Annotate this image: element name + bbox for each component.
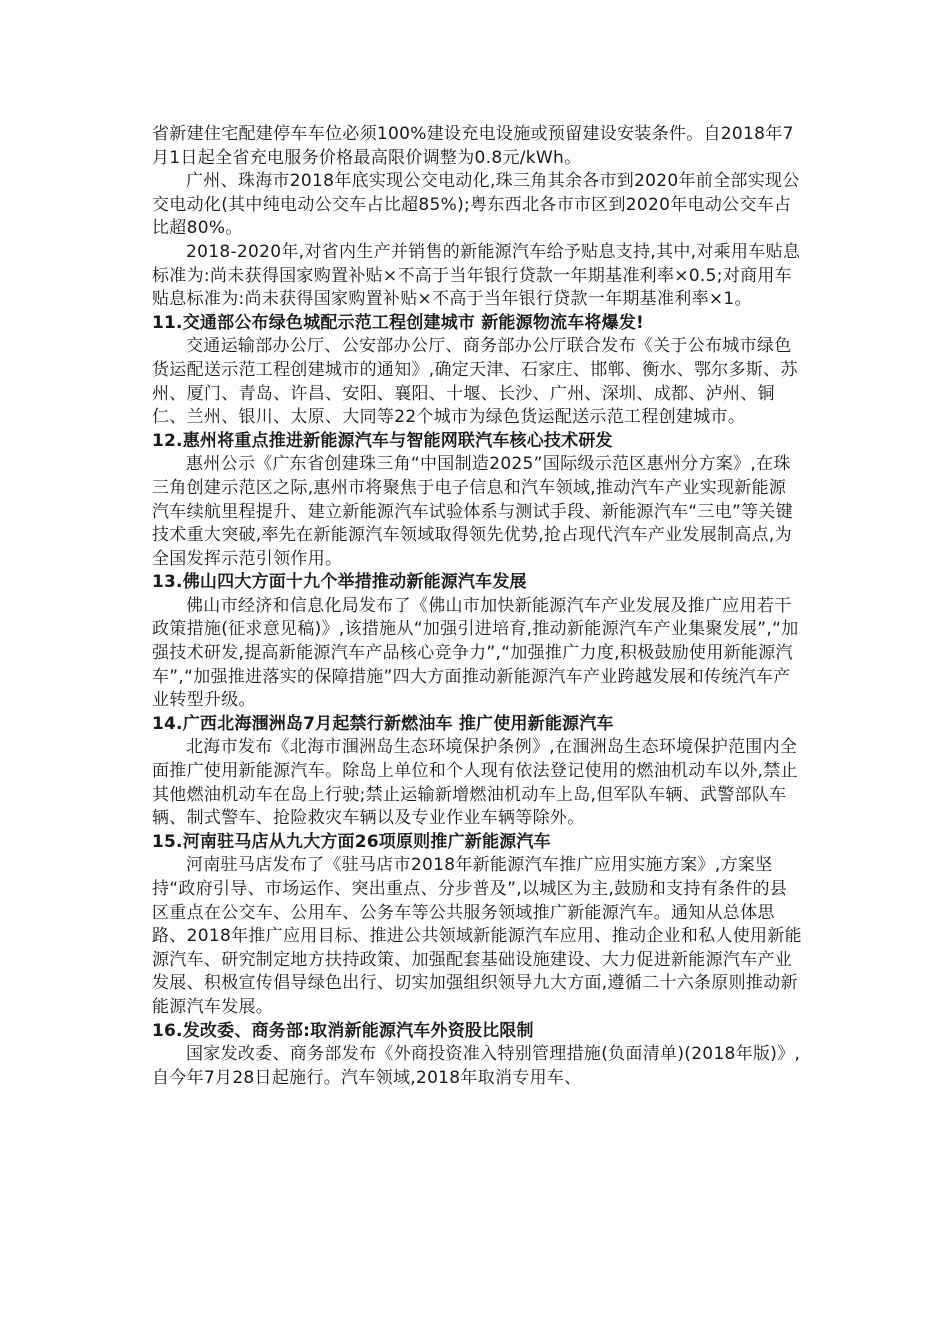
paragraph: 广州、珠海市2018年底实现公交电动化,珠三角其余各市到2020年前全部实现公交电动化(其中纯电动公交车占比超85%);粤东西北各市市区到2020年电动公交车占比超80%。: [152, 171, 800, 239]
section-heading-11: 11.交通部公布绿色城配示范工程创建城市 新能源物流车将爆发!: [152, 312, 644, 333]
paragraph: 国家发改委、商务部发布《外商投资准入特别管理措施(负面清单)(2018年版)》,自今年7月28日起施行。汽车领域,2018年取消专用车、: [152, 1044, 801, 1088]
paragraph: 惠州公示《广东省创建珠三角“中国制造2025”国际级示范区惠州分方案》,在珠三角创建示范区之际,惠州市将聚焦于电子信息和汽车领域,推动汽车产业实现新能源汽车续航里程提升、建立新能源汽车试验体系与测试手段、新能源汽车“三电”等关键技术重大突破,率先在新能源汽车领域取得领先优势,抢占现代汽车产业发展制高点,为全国发挥示范引领作用。: [152, 454, 794, 569]
paragraph: 省新建住宅配建停车车位必须100%建设充电设施或预留建设安装条件。自2018年7月1日起全省充电服务价格最高限价调整为0.8元/kWh。: [152, 124, 794, 168]
paragraph: 交通运输部办公厅、公安部办公厅、商务部办公厅联合发布《关于公布城市绿色货运配送示范工程创建城市的通知》,确定天津、石家庄、邯郸、衡水、鄂尔多斯、苏州、厦门、青岛、许昌、安阳、襄阳、十堰、长沙、广州、深圳、成都、泸州、铜仁、兰州、银川、太原、大同等22个城市为绿色货运配送示范工程创建城市。: [152, 336, 798, 428]
section-heading-16: 16.发改委、商务部:取消新能源汽车外资股比限制: [152, 1020, 534, 1041]
paragraph: 佛山市经济和信息化局发布了《佛山市加快新能源汽车产业发展及推广应用若干政策措施(征求意见稿)》,该措施从“加强引进培育,推动新能源汽车产业集聚发展”,“加强技术研发,提高新能源汽车产品核心竞争力”,“加强推广力度,积极鼓励使用新能源汽车”,“加强推进落实的保障措施”四大方面推动新能源汽车产业跨越发展和传统汽车产业转型升级。: [152, 595, 799, 711]
paragraph: 河南驻马店发布了《驻马店市2018年新能源汽车推广应用实施方案》,方案坚持“政府引导、市场运作、突出重点、分步普及”,以城区为主,鼓励和支持有条件的县区重点在公交车、公用车、公务车等公共服务领域推广新能源汽车。通知从总体思路、2018年推广应用目标、推进公共领域新能源汽车应用、推动企业和私人使用新能源汽车、研究制定地方扶持政策、加强配套基础设施建设、大力促进新能源汽车产业发展、积极宣传倡导绿色出行、切实加强组织领导九大方面,遵循二十六条原则推动新能源汽车发展。: [152, 855, 802, 1017]
section-heading-12: 12.惠州将重点推进新能源汽车与智能网联汽车核心技术研发: [152, 430, 613, 451]
section-heading-15: 15.河南驻马店从九大方面26项原则推广新能源汽车: [152, 831, 551, 852]
section-heading-14: 14.广西北海涠洲岛7月起禁行新燃油车 推广使用新能源汽车: [152, 713, 614, 734]
section-heading-13: 13.佛山四大方面十九个举措推动新能源汽车发展: [152, 572, 527, 593]
paragraph: 北海市发布《北海市涠洲岛生态环境保护条例》,在涠洲岛生态环境保护范围内全面推广使用新能源汽车。除岛上单位和个人现有依法登记使用的燃油机动车以外,禁止其他燃油机动车在岛上行驶;禁止运输新增燃油机动车上岛,但军队车辆、武警部队车辆、制式警车、抢险救灾车辆以及专业作业车辆等除外。: [152, 737, 798, 829]
document-page: [152, 123, 802, 1090]
paragraph: 2018-2020年,对省内生产并销售的新能源汽车给予贴息支持,其中,对乘用车贴息标准为:尚未获得国家购置补贴×不高于当年银行贷款一年期基准利率×0.5;对商用车贴息标准为:尚未获得国家购置补贴×不高于当年银行贷款一年期基准利率×1。: [152, 241, 801, 310]
